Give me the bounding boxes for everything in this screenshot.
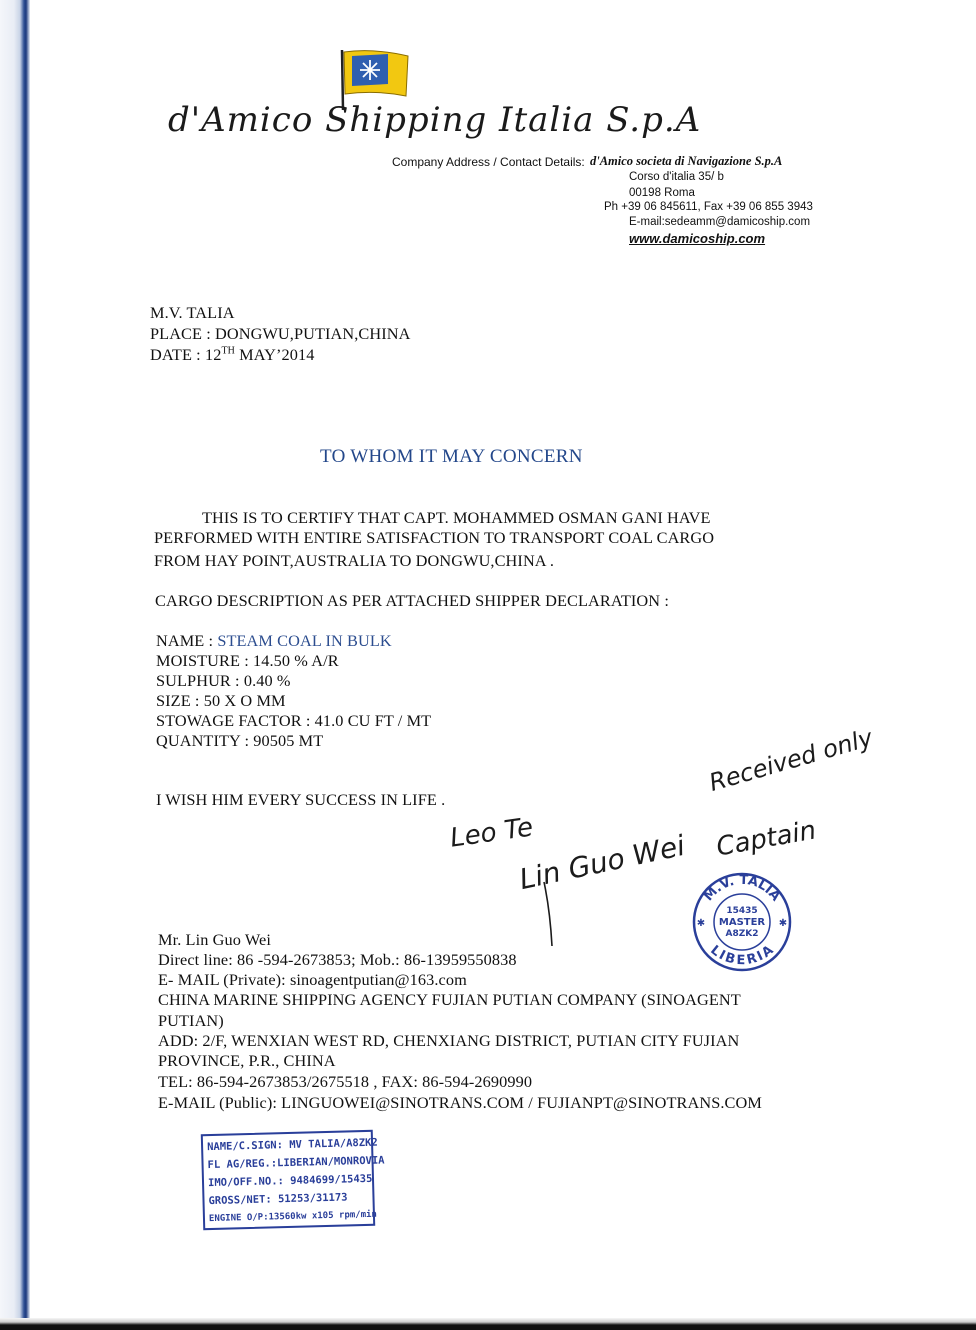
company-logo-text: d'Amico Shipping Italia S.p.A <box>168 100 702 140</box>
svg-text:✱: ✱ <box>696 918 706 929</box>
stamp-line: IMO/OFF.NO.: 9484699/15435 <box>207 1172 373 1190</box>
handwritten-received-only: Received only <box>706 723 876 797</box>
letter-heading: TO WHOM IT MAY CONCERN <box>320 446 583 467</box>
stamp-role: MASTER <box>718 917 766 928</box>
place-line: PLACE : DONGWU,PUTIAN,CHINA <box>150 324 411 343</box>
agency-name-line: PUTIAN) <box>158 1011 224 1030</box>
handwritten-signature-a: Leo Te <box>448 812 536 854</box>
stamp-line: NAME/C.SIGN: MV TALIA/A8ZK2 <box>206 1136 378 1154</box>
cargo-sulphur: SULPHUR : 0.40 % <box>156 671 291 690</box>
round-master-stamp <box>690 870 794 974</box>
handwritten-signature-b: Lin Guo Wei <box>516 828 688 897</box>
certify-line: PERFORMED WITH ENTIRE SATISFACTION TO TRANSPORT COAL CARGO <box>154 528 715 547</box>
stamp-top-text: M.V. TALIA <box>701 872 783 905</box>
agency-address-line: ADD: 2/F, WENXIAN WEST RD, CHENXIANG DISTRICT, PUTIAN CITY FUJIAN <box>158 1031 740 1050</box>
stamp-bottom-text: LIBERIA <box>707 942 777 969</box>
date-line: DATE : 12TH MAY’2014 <box>150 345 315 364</box>
stamp-line: FL AG/REG.:LIBERIAN/MONROVIA <box>207 1154 385 1172</box>
cargo-intro: CARGO DESCRIPTION AS PER ATTACHED SHIPPER DECLARATION : <box>155 591 669 610</box>
handwritten-signature-captain: Captain <box>714 815 819 863</box>
signatory-name: Mr. Lin Guo Wei <box>158 930 271 949</box>
vessel-name: M.V. TALIA <box>150 303 235 322</box>
wish-line: I WISH HIM EVERY SUCCESS IN LIFE . <box>156 790 446 809</box>
agency-name-line: CHINA MARINE SHIPPING AGENCY FUJIAN PUTIAN COMPANY (SINOAGENT <box>158 990 741 1009</box>
cargo-name: NAME : STEAM COAL IN BULK <box>156 631 392 650</box>
address-line: Corso d'italia 35/ b <box>629 171 724 183</box>
agency-address-line: PROVINCE, P.R., CHINA <box>158 1051 336 1070</box>
address-phone: Ph +39 06 845611, Fax +39 06 855 3943 <box>604 201 813 213</box>
address-line: 00198 Roma <box>629 187 695 199</box>
svg-text:✱: ✱ <box>778 918 788 929</box>
cargo-size: SIZE : 50 X O MM <box>156 691 286 710</box>
address-label: Company Address / Contact Details: <box>392 155 585 169</box>
stamp-code: A8ZK2 <box>725 929 759 939</box>
agency-email-public: E-MAIL (Public): LINGUOWEI@SINOTRANS.COM / FUJIANPT@SINOTRANS.COM <box>158 1093 762 1112</box>
address-email: E-mail:sedeamm@damicoship.com <box>629 216 811 228</box>
stamp-number: 15435 <box>726 906 758 916</box>
scan-bottom-edge <box>0 1318 976 1330</box>
signatory-email-private: E- MAIL (Private): sinoagentputian@163.com <box>158 970 467 989</box>
agency-tel-fax: TEL: 86-594-2673853/2675518 , FAX: 86-594-2690990 <box>158 1072 533 1091</box>
address-company: d'Amico societa di Navigazione S.p.A <box>590 154 783 168</box>
vessel-particulars-stamp <box>201 1130 385 1230</box>
cargo-quantity: QUANTITY : 90505 MT <box>156 731 324 750</box>
cargo-stowage: STOWAGE FACTOR : 41.0 CU FT / MT <box>156 711 432 730</box>
svg-text:M.V. TALIA <box>701 873 783 904</box>
certify-line: THIS IS TO CERTIFY THAT CAPT. MOHAMMED OSMAN GANI HAVE <box>202 508 711 527</box>
website-link[interactable]: www.damicoship.com <box>629 231 766 246</box>
stamp-line: ENGINE O/P:13560kw x105 rpm/min <box>208 1209 378 1225</box>
cargo-moisture: MOISTURE : 14.50 % A/R <box>156 651 339 670</box>
stamp-line: GROSS/NET: 51253/31173 <box>208 1191 348 1208</box>
certify-line: FROM HAY POINT,AUSTRALIA TO DONGWU,CHINA . <box>154 551 555 570</box>
signatory-direct-line: Direct line: 86 -594-2673853; Mob.: 86-13959550838 <box>158 950 517 969</box>
scan-left-edge <box>0 0 30 1330</box>
signature-stroke <box>540 880 570 950</box>
